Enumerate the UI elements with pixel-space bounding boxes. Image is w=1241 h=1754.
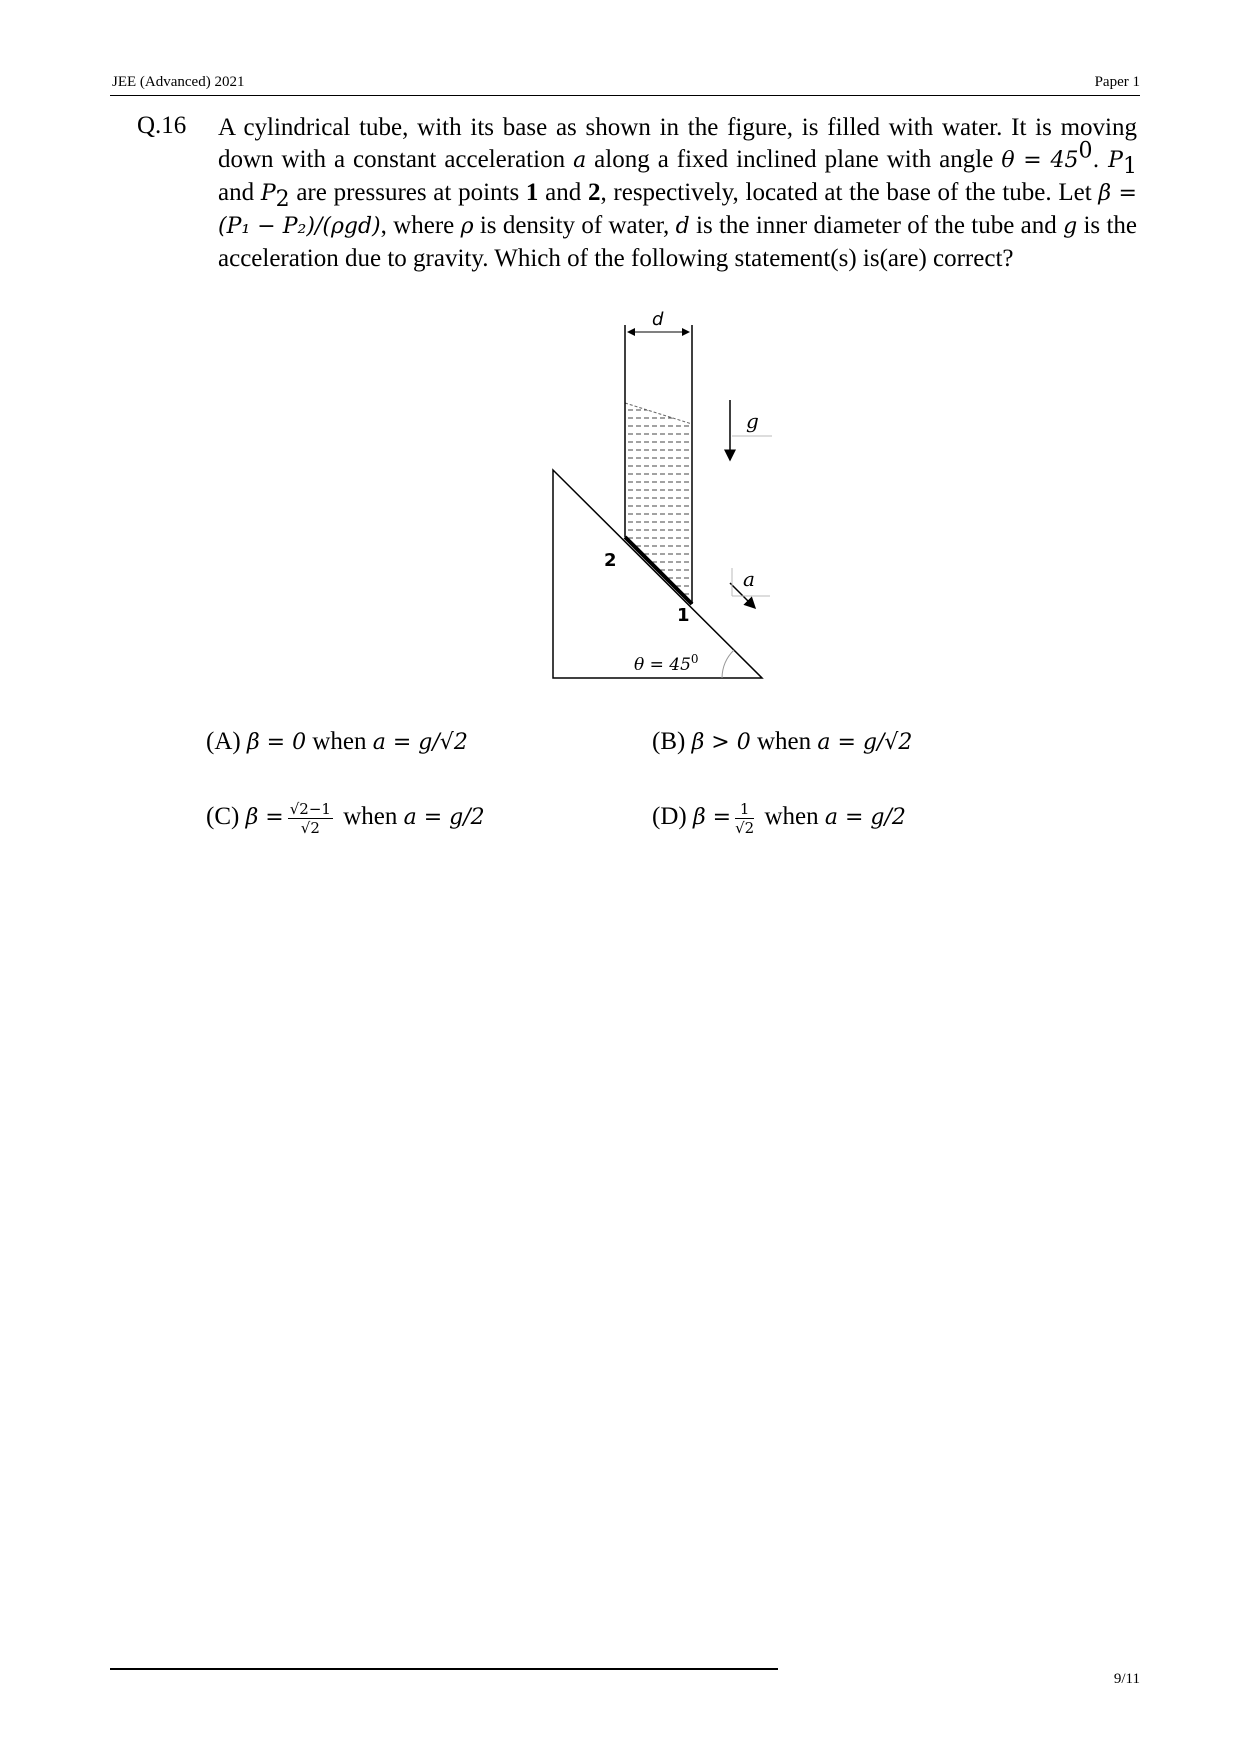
option-c-when: when bbox=[336, 803, 404, 831]
qtext-part: is density of water, bbox=[473, 212, 676, 239]
subscript-1: 1 bbox=[1122, 154, 1137, 179]
qtext-part: is the acceleration due to gravity. Which of the following statement(s) is(are) correct? bbox=[218, 212, 1138, 272]
header-paper-label: Paper 1 bbox=[1094, 74, 1140, 90]
symbol-p1: P bbox=[1108, 148, 1123, 173]
point-2-bold: 2 bbox=[587, 179, 601, 206]
page-number: 9/11 bbox=[1113, 1671, 1140, 1687]
footer-divider bbox=[110, 1668, 778, 1670]
qtext-part: , respectively, located at the base of the tube. Let bbox=[600, 179, 1099, 206]
option-b-label: (B) bbox=[652, 728, 686, 755]
symbol-degree: 0 bbox=[1078, 138, 1093, 164]
symbol-d: d bbox=[675, 214, 690, 239]
symbol-p2: P bbox=[260, 181, 276, 206]
qtext-part: , where bbox=[380, 212, 461, 239]
option-d-fraction bbox=[735, 800, 754, 837]
angle-arc bbox=[722, 650, 734, 678]
qtext-part: along a fixed inclined plane with angle bbox=[586, 146, 1002, 173]
option-c[interactable] bbox=[206, 800, 485, 837]
symbol-theta-eq: θ = 45 bbox=[1001, 148, 1079, 173]
gravity-label: g bbox=[746, 409, 759, 433]
option-c-fraction bbox=[288, 800, 333, 837]
qtext-part: and bbox=[218, 179, 261, 206]
option-a-expr: β = 0 bbox=[246, 730, 307, 755]
qtext-part: are pressures at points bbox=[289, 179, 526, 206]
point-1-label: 1 bbox=[677, 605, 690, 626]
option-c-label: (C) bbox=[206, 803, 240, 831]
option-d[interactable] bbox=[652, 800, 906, 837]
option-b-cond: a = g/√2 bbox=[817, 730, 913, 755]
option-b-when: when bbox=[750, 728, 818, 755]
option-d-when: when bbox=[758, 803, 825, 831]
symbol-g: g bbox=[1063, 214, 1078, 239]
option-a-cond: a = g/√2 bbox=[372, 730, 468, 755]
option-d-denominator: √2 bbox=[735, 819, 755, 837]
qtext-part: and bbox=[538, 179, 588, 206]
option-a[interactable] bbox=[206, 728, 468, 756]
option-d-expr: β = bbox=[692, 805, 732, 831]
option-c-cond: a = g/2 bbox=[403, 805, 485, 831]
option-c-denominator: √2 bbox=[300, 819, 320, 837]
option-d-numerator: 1 bbox=[735, 800, 754, 819]
header-divider bbox=[110, 95, 1140, 96]
option-a-label: (A) bbox=[206, 728, 241, 755]
header-exam-title: JEE (Advanced) 2021 bbox=[112, 74, 245, 90]
question-text: A cylindrical tube, with its base as shown in the figure, is filled with water. It is moving down with a constant acceleration a along a fixed inclined plane with angle $\theta = 45^0$. $P_1$ and $P_2$ are pressures at points 1 and 2, respectively, located at the base of the tube. Let β = (P₁ − P₂)/(ρgd), where ρ is density of water, d is the inner diameter of the tube and g is the acceleration due to gravity. Which of the following statement(s) is(are) correct? bbox=[218, 114, 1138, 272]
qtext-part: A cylindrical tube, with its base as shown in the figure, is filled with water. It is moving down with a constant acceleration bbox=[218, 114, 1137, 173]
water-fill bbox=[625, 403, 692, 604]
option-b[interactable] bbox=[652, 728, 912, 756]
option-c-numerator: √2−1 bbox=[289, 800, 331, 818]
option-a-when: when bbox=[306, 728, 373, 755]
point-2-label: 2 bbox=[604, 550, 617, 571]
subscript-2: 2 bbox=[275, 187, 290, 212]
inclined-tube-figure bbox=[540, 310, 800, 690]
question-number: Q.16 bbox=[137, 112, 187, 139]
symbol-rho: ρ bbox=[460, 214, 474, 239]
option-d-cond: a = g/2 bbox=[824, 805, 906, 831]
symbol-a: a bbox=[573, 148, 587, 173]
angle-label: $\theta = 45^0$ bbox=[634, 652, 699, 675]
acceleration-label: a bbox=[743, 567, 755, 591]
option-b-expr: β > 0 bbox=[691, 730, 751, 755]
option-c-expr: β = bbox=[245, 805, 284, 831]
qtext-part: is the inner diameter of the tube and bbox=[689, 212, 1064, 239]
point-1-bold: 1 bbox=[525, 179, 539, 206]
diameter-label: d bbox=[652, 310, 664, 330]
option-d-label: (D) bbox=[652, 803, 687, 831]
beta-definition: β = (P₁ − P₂)/(ρgd) bbox=[218, 181, 1137, 239]
